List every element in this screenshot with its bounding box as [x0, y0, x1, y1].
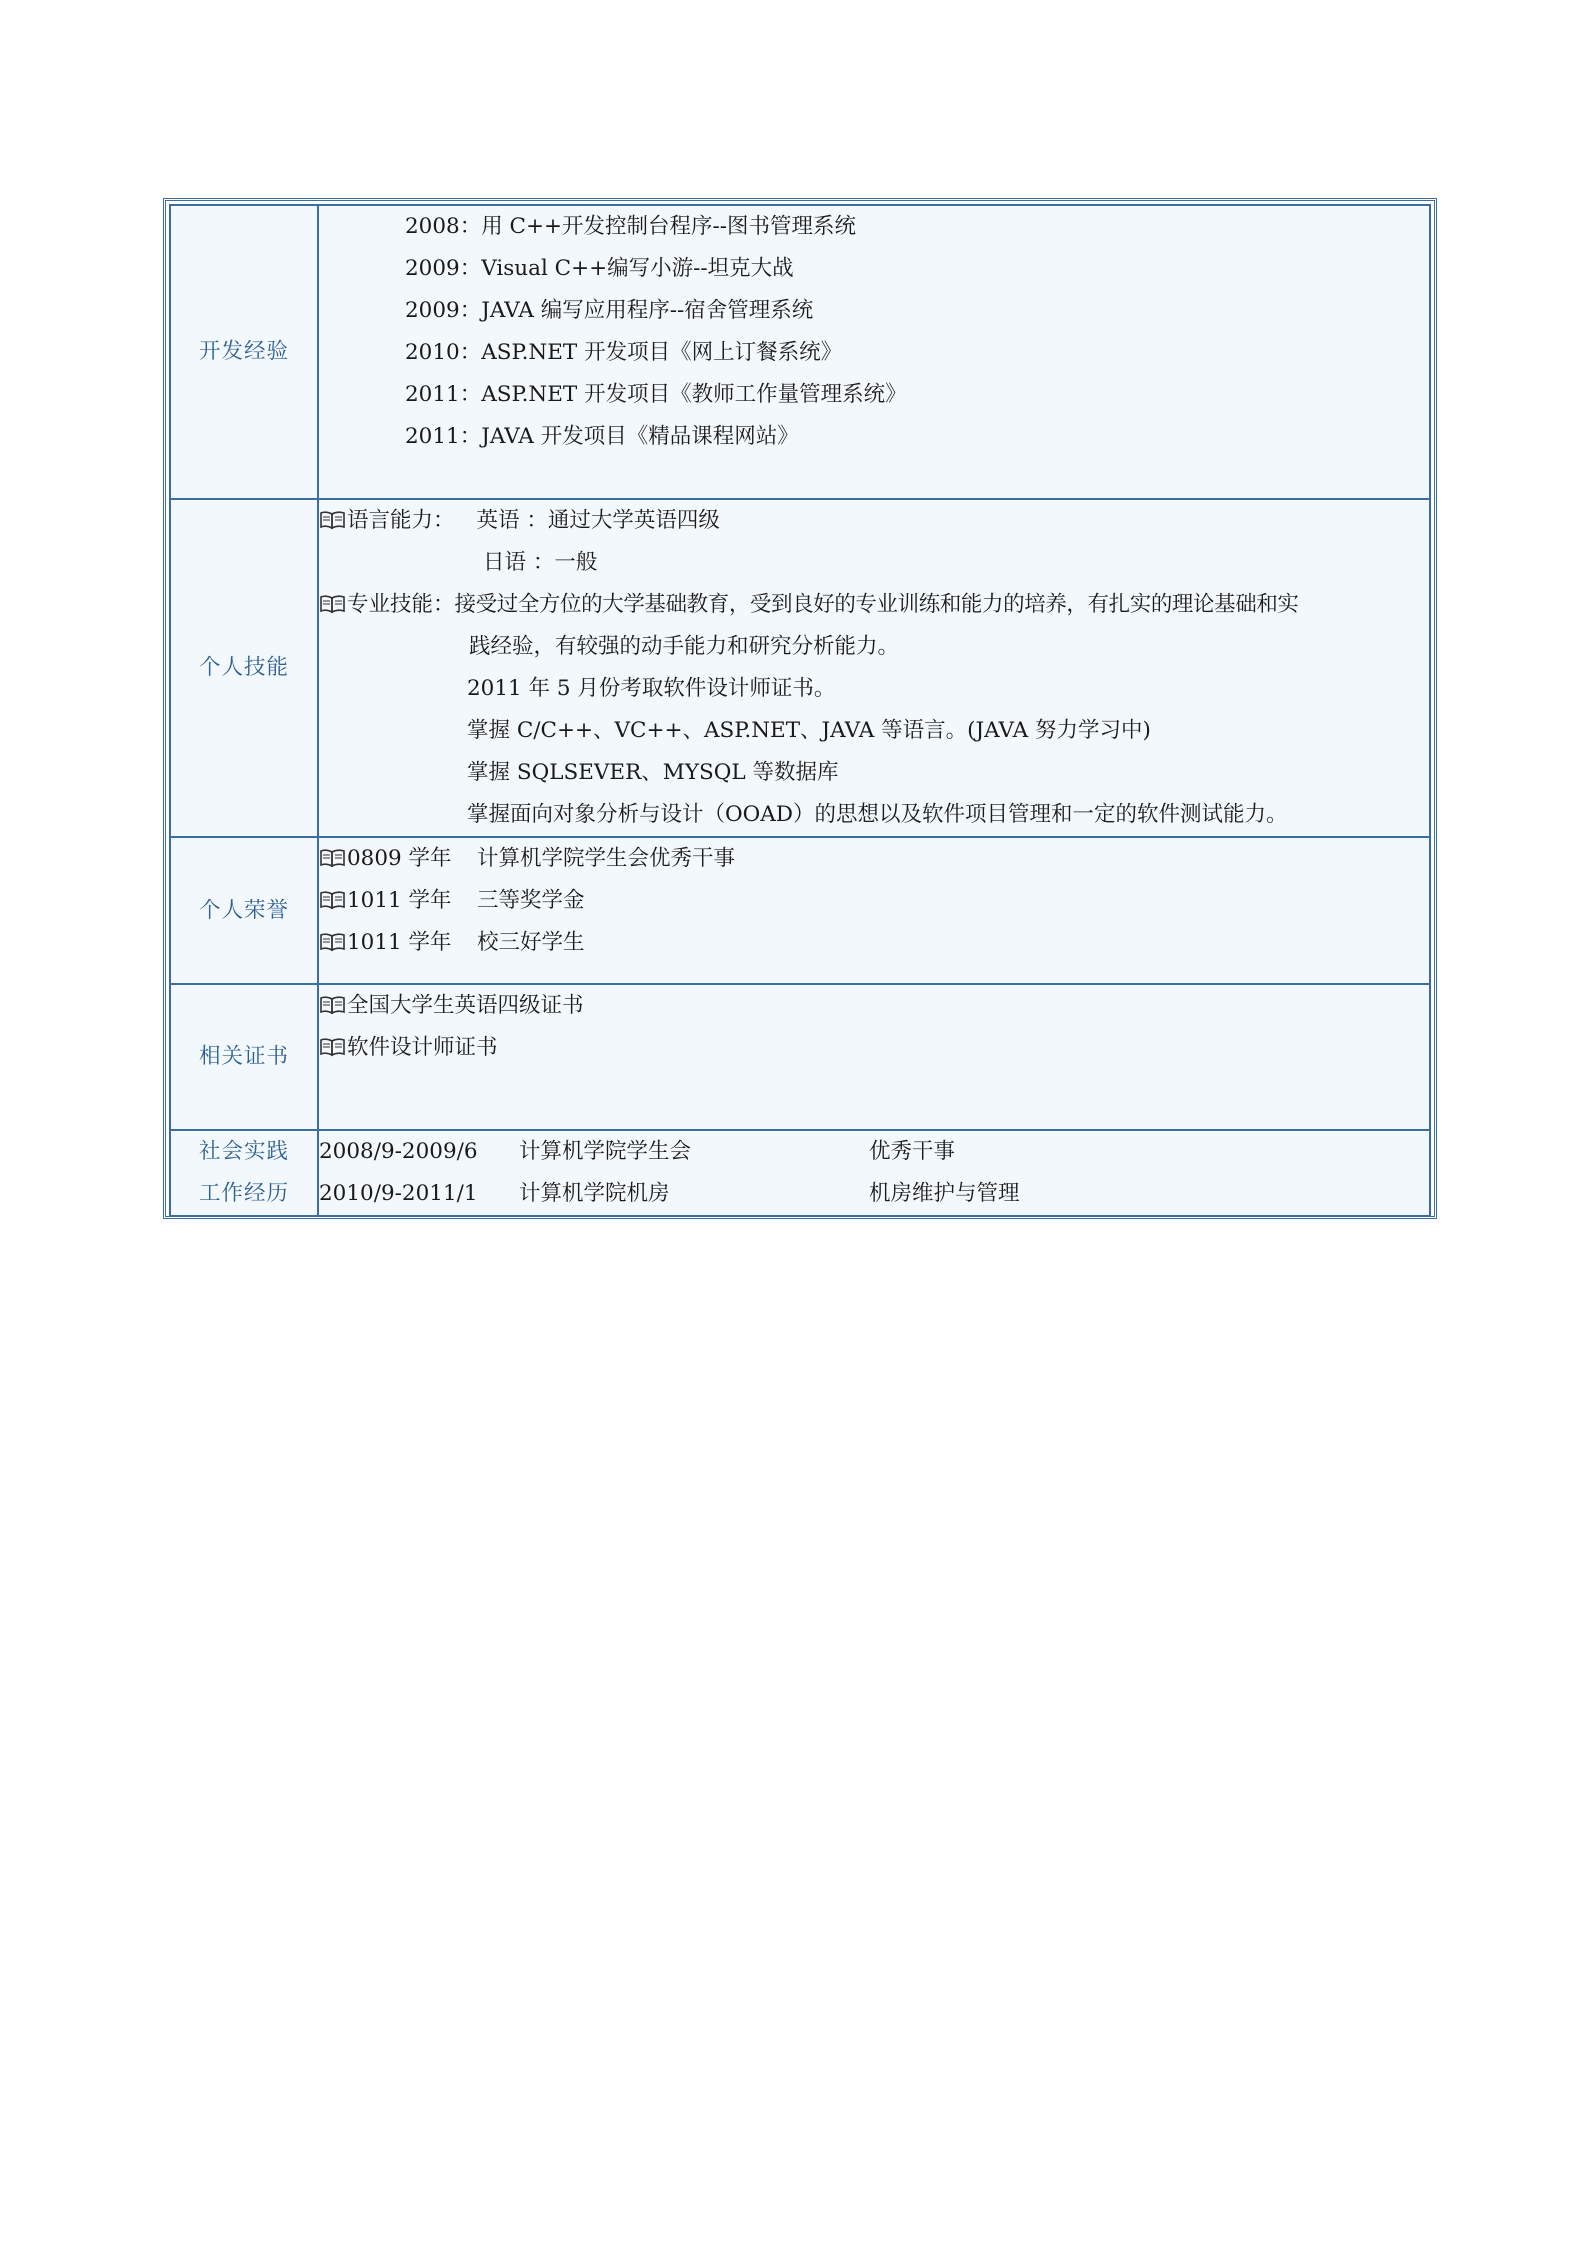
professional-text-cont: 践经验，有较强的动手能力和研究分析能力。: [469, 634, 900, 659]
dev-item: 2010：ASP.NET 开发项目《网上订餐系统》: [405, 340, 843, 365]
book-icon: [319, 848, 346, 868]
certificate-item: [319, 985, 1429, 1027]
dev-item: 2011：ASP.NET 开发项目《教师工作量管理系统》: [405, 382, 907, 407]
practice-row: [319, 1131, 1429, 1173]
book-icon: [319, 510, 346, 530]
content-skills: [318, 499, 1430, 837]
practice-role: 机房维护与管理: [869, 1181, 1020, 1206]
row-practice: [170, 1130, 1430, 1216]
professional-title: 专业技能：: [347, 592, 455, 617]
content-certificates: [318, 984, 1430, 1130]
dev-item: 2011：JAVA 开发项目《精品课程网站》: [405, 424, 799, 449]
honor-item: [319, 880, 1429, 922]
language-title: 语言能力：: [347, 508, 455, 533]
certificate-name: 软件设计师证书: [347, 1035, 498, 1060]
professional-item: 2011 年 5 月份考取软件设计师证书。: [467, 676, 836, 701]
book-icon: [319, 890, 346, 910]
dev-item: 2009：Visual C++编写小游--坦克大战: [405, 256, 794, 281]
content-honors: [318, 837, 1430, 984]
dev-item: 2009：JAVA 编写应用程序--宿舍管理系统: [405, 298, 814, 323]
content-practice: [318, 1130, 1430, 1216]
honor-year: 1011 学年: [347, 930, 452, 955]
professional-text: 接受过全方位的大学基础教育，受到良好的专业训练和能力的培养，有扎实的理论基础和实: [454, 592, 1299, 617]
practice-date: 2008/9-2009/6: [319, 1139, 478, 1164]
practice-org: 计算机学院机房: [519, 1181, 670, 1206]
label-practice: 社会实践 工作经历: [170, 1130, 318, 1216]
honor-item: [319, 922, 1429, 964]
row-dev-experience: [170, 205, 1430, 499]
honor-title: 校三好学生: [477, 930, 585, 955]
practice-role: 优秀干事: [869, 1139, 956, 1164]
language-english: 英语 ：通过大学英语四级: [476, 508, 720, 533]
label-dev-experience: 开发经验: [170, 205, 318, 499]
professional-item: 掌握 C/C++、VC++、ASP.NET、JAVA 等语言。(JAVA 努力学习中): [467, 718, 1151, 743]
practice-org: 计算机学院学生会: [519, 1139, 692, 1164]
language-japanese: 日语 ：一般: [483, 550, 598, 575]
row-honors: [170, 837, 1430, 984]
book-icon: [319, 932, 346, 952]
resume-table: [169, 204, 1431, 1217]
content-dev-experience: [318, 205, 1430, 499]
language-skill-line: [319, 500, 1429, 542]
row-certificates: [170, 984, 1430, 1130]
honor-title: 三等奖学金: [477, 888, 585, 913]
book-icon: [319, 594, 346, 614]
certificate-item: [319, 1027, 1429, 1069]
professional-skill-line: [319, 584, 1429, 626]
label-certificates: 相关证书: [170, 984, 318, 1130]
professional-item: 掌握 SQLSEVER、MYSQL 等数据库: [467, 760, 839, 785]
honor-title: 计算机学院学生会优秀干事: [477, 846, 736, 871]
book-icon: [319, 1037, 346, 1057]
honor-item: [319, 838, 1429, 880]
dev-item: 2008：用 C++开发控制台程序--图书管理系统: [405, 214, 857, 239]
practice-row: [319, 1173, 1429, 1215]
honor-year: 1011 学年: [347, 888, 452, 913]
certificate-name: 全国大学生英语四级证书: [347, 993, 584, 1018]
professional-item: 掌握面向对象分析与设计（OOAD）的思想以及软件项目管理和一定的软件测试能力。: [467, 802, 1288, 827]
honor-year: 0809 学年: [347, 846, 452, 871]
practice-date: 2010/9-2011/1: [319, 1181, 478, 1206]
label-honors: 个人荣誉: [170, 837, 318, 984]
book-icon: [319, 995, 346, 1015]
label-skills: 个人技能: [170, 499, 318, 837]
row-skills: [170, 499, 1430, 837]
